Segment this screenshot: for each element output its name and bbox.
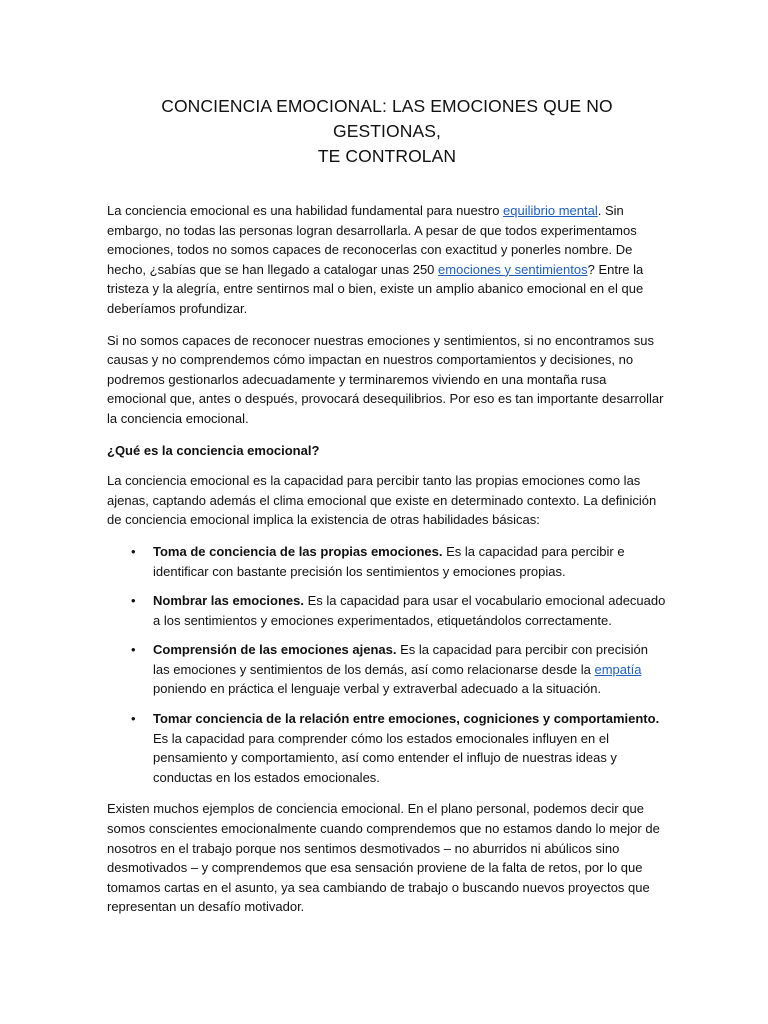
skills-list xyxy=(107,542,667,788)
list-item-bold: Comprensión de las emociones ajenas. xyxy=(153,642,397,658)
list-item xyxy=(107,591,667,630)
empatia-link[interactable]: empatía xyxy=(594,661,642,677)
intro-text-2: . Sin embargo, no todas las personas logran desarrollarla. A pesar de que todos experimentamos emociones, todos no somos capaces de reconocerlas con exactitud y ponerles nombre. De hecho, ¿sabías que se han llegado a catalogar unas 250 xyxy=(107,203,637,277)
list-item xyxy=(107,640,667,699)
emociones-sentimientos-link[interactable]: emociones y sentimientos xyxy=(438,261,588,277)
bullet-icon: • xyxy=(131,711,136,727)
section-subheading: ¿Qué es la conciencia emocional? xyxy=(107,442,320,458)
intro-text-1: La conciencia emocional es una habilidad fundamental para nuestro xyxy=(107,203,504,218)
examples-paragraph: Existen muchos ejemplos de conciencia emocional. En el plano personal, podemos decir que somos conscientes emocionalmente cuando comprendemos que no estamos dando lo mejor de nosotros en el trabajo porque nos sentimos desmotivados – no aburridos ni abúlicos sino desmotivados – y comprendemos que esa sensación proviene de la falta de retos, por lo que tomamos cartas en el asunto, ya sea cambiando de trabajo o buscando nuevos proyectos que representan un desafío motivador. xyxy=(107,801,660,915)
list-item-bold: Tomar conciencia de la relación entre emociones, cogniciones y comportamiento. xyxy=(153,711,660,727)
list-item-bold: Toma de conciencia de las propias emociones. xyxy=(153,543,443,559)
list-item-bold: Nombrar las emociones. xyxy=(153,593,304,609)
list-item-text: Es la capacidad para percibir e identificar con bastante precisión los sentimientos y emociones propias. xyxy=(153,543,625,579)
intro-paragraph xyxy=(107,201,667,319)
list-item xyxy=(107,709,667,787)
title-line-2: TE CONTROLAN xyxy=(317,146,457,166)
second-paragraph: Si no somos capaces de reconocer nuestras emociones y sentimientos, si no encontramos sus causas y no comprendemos cómo impactan en nuestros comportamientos y decisiones, no podremos gestionarlos adecuadamente y terminaremos viviendo en una montaña rusa emocional que, antes o después, provocará desequilibrios. Por eso es tan importante desarrollar la conciencia emocional. xyxy=(107,332,664,426)
bullet-icon: • xyxy=(131,642,136,658)
title-line-1: CONCIENCIA EMOCIONAL: LAS EMOCIONES QUE NO GESTIONAS, xyxy=(161,96,613,141)
intro-text-3: ? Entre la tristeza y la alegría, entre sentirnos mal o bien, existe un amplio abanico emocional en el que deberíamos profundizar. xyxy=(107,261,644,316)
list-item-text: Es la capacidad para usar el vocabulario emocional adecuado a los sentimientos y emociones experimentados, etiquetándolos correctamente. xyxy=(153,593,666,628)
bullet-icon: • xyxy=(131,593,136,609)
list-item xyxy=(107,542,667,581)
equilibrio-mental-link[interactable]: equilibrio mental xyxy=(503,203,598,218)
bullet-icon: • xyxy=(131,543,136,559)
document-page xyxy=(107,94,667,929)
list-item-text: Es la capacidad para percibir con precisión las emociones y sentimientos de los demás, así como relacionarse desde la xyxy=(153,642,648,677)
document-title xyxy=(107,94,667,169)
list-item-text: Es la capacidad para comprender cómo los estados emocionales influyen en el pensamiento y comportamiento, así como entender el influjo de nuestras ideas y conductas en los estados emocionales. xyxy=(153,730,617,785)
definition-paragraph: La conciencia emocional es la capacidad para percibir tanto las propias emociones como las ajenas, captando además el clima emocional que existe en determinado contexto. La definición de conciencia emocional implica la existencia de otras habilidades básicas: xyxy=(107,473,657,528)
list-item-text-2: poniendo en práctica el lenguaje verbal y extraverbal adecuado a la situación. xyxy=(153,681,602,697)
